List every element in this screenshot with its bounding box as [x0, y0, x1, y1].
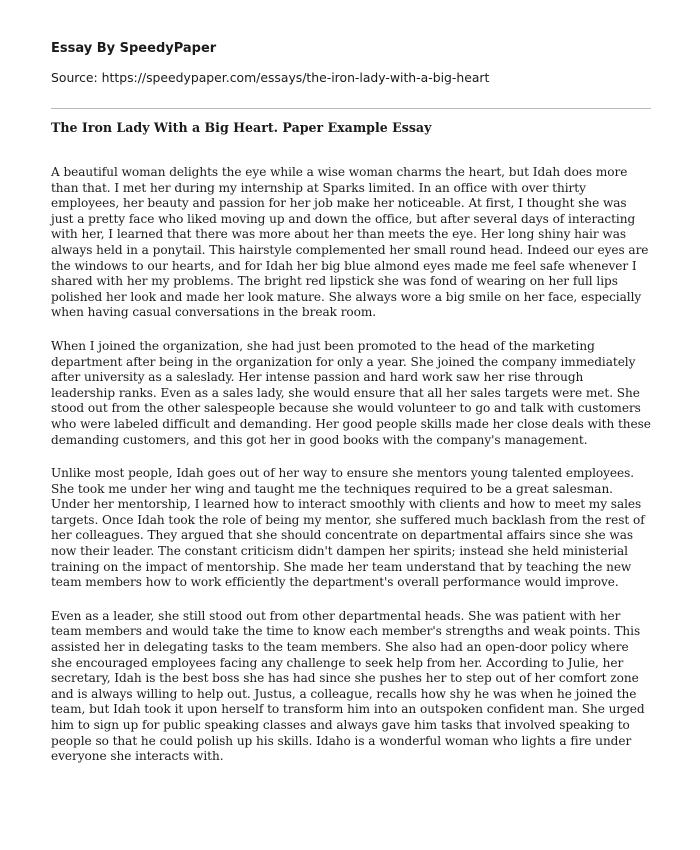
essay-title: The Iron Lady With a Big Heart. Paper Example Essay	[51, 120, 432, 135]
essay-paragraph: A beautiful woman delights the eye while a wise woman charms the heart, but Idah does more than that. I met her during my internship at Sparks limited. In an office with over thirty employees, her beauty and passion for her job make her noticeable. At first, I thought she was just a pretty face who liked moving up and down the office, but after several days of interacting with her, I learned that there was more about her than meets the eye. Her long shiny hair was always held in a ponytail. This hairstyle complemented her small round head. Indeed our eyes are the windows to our hearts, and for Idah her big blue almond eyes made me feel safe whenever I shared with her my problems. The bright red lipstick she was fond of wearing on her full lips polished her look and made her look mature. She always wore a big smile on her face, especially when having casual conversations in the break room.	[51, 165, 649, 320]
essay-paragraph: Unlike most people, Idah goes out of her way to ensure she mentors young talented employees. She took me under her wing and taught me the techniques required to be a great salesman. Under her mentorship, I learned how to interact smoothly with clients and how to meet my sales targets. Once Idah took the role of being my mentor, she suffered much backlash from the rest of her colleagues. They argued that she should concentrate on departmental affairs since she was now their leader. The constant criticism didn't dampen her spirits; instead she held ministerial training on the impact of mentorship. She made her team understand that by teaching the new team members how to work efficiently the department's overall performance would improve.	[51, 466, 645, 590]
header-divider	[51, 108, 651, 109]
source-url-line: Source: https://speedypaper.com/essays/the-iron-lady-with-a-big-heart	[51, 70, 490, 85]
document-header-title: Essay By SpeedyPaper	[51, 41, 217, 56]
essay-paragraph: When I joined the organization, she had just been promoted to the head of the marketing department after being in the organization for only a year. She joined the company immediately after university as a saleslady. Her intense passion and hard work saw her rise through leadership ranks. Even as a sales lady, she would ensure that all her sales targets were met. She stood out from the other salespeople because she would volunteer to go and talk with customers who were labeled difficult and demanding. Her good people skills made her close deals with these demanding customers, and this got her in good books with the company's management.	[51, 338, 651, 447]
essay-body	[51, 165, 651, 783]
essay-paragraph: Even as a leader, she still stood out from other departmental heads. She was patient with her team members and would take the time to know each member's strengths and weak points. This assisted her in delegating tasks to the team members. She also had an open-door policy where she encouraged employees facing any challenge to seek help from her. According to Julie, her secretary, Idah is the best boss she has had since she pushes her to step out of her comfort zone and is always willing to help out. Justus, a colleague, recalls how shy he was when he joined the team, but Idah took it upon herself to transform him into an outspoken confident man. She urged him to sign up for public speaking classes and always gave him tasks that involved speaking to people so that he could polish up his skills. Idaho is a wonderful woman who lights a fire under everyone she interacts with.	[51, 608, 645, 764]
